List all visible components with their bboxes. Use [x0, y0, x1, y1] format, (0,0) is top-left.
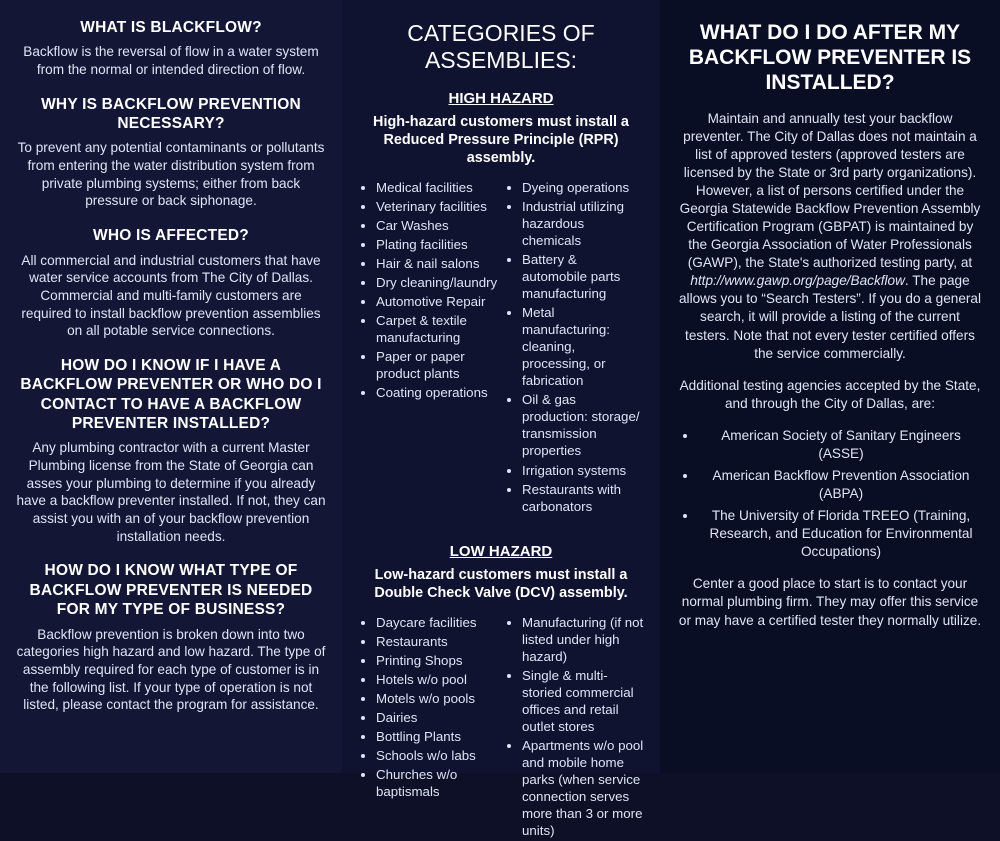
high-hazard-label: HIGH HAZARD [448, 90, 554, 108]
low-hazard-list-2 [504, 614, 644, 841]
high-hazard-subtitle: High-hazard customers must install a Reduced Pressure Principle (RPR) assembly. [373, 114, 629, 167]
list-item: • Dry cleaning/laundry [376, 274, 498, 291]
list-item: • Irrigation systems [522, 462, 644, 479]
list-item: • The University of Florida TREEO (Training, Research, and Education for Environmental Occupations) [698, 507, 984, 561]
list-item: • Metal manufacturing: cleaning, processing, or fabrication [522, 304, 644, 389]
right-paragraph-3: Center a good place to start is to contact your normal plumbing firm. They may offer this service or may have a certified tester they normally utilize. [678, 576, 982, 628]
right-panel [660, 0, 1000, 773]
heading-what-is-backflow: WHAT IS BLACKFLOW? [80, 19, 262, 36]
heading-who-affected: WHO IS AFFECTED? [93, 227, 249, 245]
list-item: • Motels w/o pools [376, 690, 498, 707]
list-item: • Schools w/o labs [376, 747, 498, 764]
low-hazard-subtitle: Low-hazard customers must install a Double Check Valve (DCV) assembly. [374, 566, 628, 601]
low-hazard-label: LOW HAZARD [449, 542, 553, 560]
right-paragraph-1 [676, 110, 984, 363]
categories-title: CATEGORIES OF ASSEMBLIES: [407, 20, 595, 74]
text-what-type-needed: Backflow prevention is broken down into two categories high hazard and low hazard. The type of assembly required for each type of customer is in the following list. If your type of operation is not listed, please contact the program for assistance. [16, 626, 326, 713]
high-hazard-list-1 [358, 179, 498, 516]
right-paragraph-2: Additional testing agencies accepted by the State, and through the City of Dallas, are: [679, 377, 981, 411]
high-hazard-list-2 [504, 179, 644, 516]
list-item: • Churches w/o baptismals [376, 766, 498, 800]
list-item: • Car Washes [376, 217, 498, 234]
list-item: • Battery & automobile parts manufacturing [522, 251, 644, 302]
list-item: • Automotive Repair [376, 293, 498, 310]
list-item: • Veterinary facilities [376, 198, 498, 215]
list-item: • Restaurants with carbonators [522, 481, 644, 515]
list-item: • Coating operations [376, 384, 498, 401]
list-item: • Single & multi-storied commercial offices and retail outlet stores [522, 667, 644, 735]
right-title: WHAT DO I DO AFTER MY BACKFLOW PREVENTER IS INSTALLED? [688, 21, 972, 95]
middle-panel [342, 0, 660, 838]
list-item: • Hair & nail salons [376, 255, 498, 272]
text-how-do-i-know-have: Any plumbing contractor with a current Master Plumbing license from the State of Georgia can asses your plumbing to determine if you already have a backflow preventer installed. If not, they can assist you with an of your backflow prevention installation needs. [16, 440, 326, 544]
low-hazard-lists [358, 614, 644, 841]
right-paragraph-1-part-b: . The page allows you to “Search Testers”. If you do a general search, it will provide a listing of the current testers. Note that not every tester certified offers the service commercially. [679, 273, 981, 361]
heading-why-necessary: WHY IS BACKFLOW PREVENTION NECESSARY? [41, 95, 301, 133]
high-hazard-lists [358, 179, 644, 516]
list-item: • Restaurants [376, 633, 498, 650]
list-item: • Apartments w/o pool and mobile home parks (when service connection serves more than 3 or more units) [522, 737, 644, 839]
list-item: • Oil & gas production: storage/ transmission properties [522, 391, 644, 459]
agency-list [676, 427, 984, 562]
right-paragraph-1-part-a: Maintain and annually test your backflow preventer. The City of Dallas does not maintain a list of approved testers (approved testers are licensed by the State or 3rd party organizations). However, a list of persons certified under the Georgia Statewide Backflow Prevention Assembly Certification Program (GBPAT) is maintained by the Georgia Association of Water Professionals (GAWP), the State's authorized testing party, at [679, 110, 981, 271]
low-hazard-list-1 [358, 614, 498, 841]
text-who-affected: All commercial and industrial customers that have water service accounts from The City of Dallas. Commercial and multi-family customers are required to install backflow prevention assemblies on all potable service connections. [21, 252, 321, 339]
list-item: • Daycare facilities [376, 614, 498, 631]
list-item: • American Backflow Prevention Association (ABPA) [698, 467, 984, 503]
list-item: • Plating facilities [376, 236, 498, 253]
list-item: • American Society of Sanitary Engineers (ASSE) [698, 427, 984, 463]
text-what-is-backflow: Backflow is the reversal of flow in a water system from the normal or intended direction of flow. [23, 44, 319, 78]
list-item: • Dyeing operations [522, 179, 644, 196]
heading-how-do-i-know-have: HOW DO I KNOW IF I HAVE A BACKFLOW PREVENTER OR WHO DO I CONTACT TO HAVE A BACKFLOW PREVENTER INSTALLED? [20, 356, 322, 433]
list-item: • Paper or paper product plants [376, 348, 498, 382]
text-why-necessary: To prevent any potential contaminants or pollutants from entering the water distribution system from private plumbing systems; either from back pressure or back siphonage. [17, 140, 325, 209]
list-item: • Dairies [376, 709, 498, 726]
list-item: • Bottling Plants [376, 728, 498, 745]
list-item: • Carpet & textile manufacturing [376, 312, 498, 346]
list-item: • Printing Shops [376, 652, 498, 669]
gawp-url: http://www.gawp.org/page/Backflow [690, 273, 905, 289]
list-item: • Manufacturing (if not listed under high hazard) [522, 614, 644, 665]
list-item: • Hotels w/o pool [376, 671, 498, 688]
list-item: • Industrial utilizing hazardous chemicals [522, 198, 644, 249]
list-item: • Medical facilities [376, 179, 498, 196]
heading-what-type-needed: HOW DO I KNOW WHAT TYPE OF BACKFLOW PREVENTER IS NEEDED FOR MY TYPE OF BUSINESS? [29, 562, 313, 619]
left-panel [0, 0, 342, 773]
